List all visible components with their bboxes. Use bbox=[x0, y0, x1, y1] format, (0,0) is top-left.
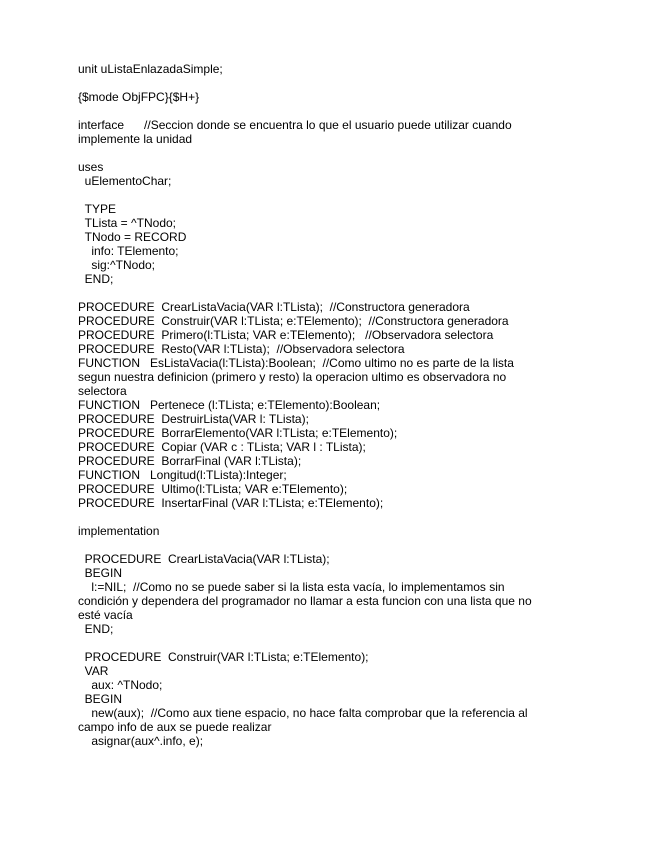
code-line: PROCEDURE CrearListaVacia(VAR l:TLista); //Constructora generadora bbox=[78, 300, 470, 314]
code-line bbox=[78, 104, 578, 118]
code-line bbox=[78, 188, 578, 202]
code-line: selectora bbox=[78, 384, 127, 398]
code-line: TNodo = RECORD bbox=[78, 230, 187, 244]
code-line: campo info de aux se puede realizar bbox=[78, 720, 272, 734]
code-line: uses bbox=[78, 160, 104, 174]
code-line: asignar(aux^.info, e); bbox=[78, 734, 204, 748]
code-line: esté vacía bbox=[78, 608, 133, 622]
code-line: PROCEDURE CrearListaVacia(VAR l:TLista); bbox=[78, 552, 330, 566]
code-line: END; bbox=[78, 622, 114, 636]
code-line: PROCEDURE InsertarFinal (VAR l:TLista; e:TElemento); bbox=[78, 496, 384, 510]
code-line: VAR bbox=[78, 664, 109, 678]
code-line bbox=[78, 286, 578, 300]
code-line: new(aux); //Como aux tiene espacio, no hace falta comprobar que la referencia al bbox=[78, 706, 528, 720]
code-line: info: TElemento; bbox=[78, 244, 179, 258]
source-code-listing bbox=[78, 62, 578, 748]
code-line: BEGIN bbox=[78, 692, 123, 706]
code-line: aux: ^TNodo; bbox=[78, 678, 163, 692]
code-line: PROCEDURE Resto(VAR l:TLista); //Observadora selectora bbox=[78, 342, 405, 356]
code-line: sig:^TNodo; bbox=[78, 258, 155, 272]
code-line: PROCEDURE DestruirLista(VAR l: TLista); bbox=[78, 412, 309, 426]
code-line: PROCEDURE BorrarElemento(VAR l:TLista; e:TElemento); bbox=[78, 426, 398, 440]
code-line: condición y dependera del programador no llamar a esta funcion con una lista que no bbox=[78, 594, 532, 608]
code-line bbox=[78, 146, 578, 160]
code-line: FUNCTION Pertenece (l:TLista; e:TElemento):Boolean; bbox=[78, 398, 381, 412]
code-line: FUNCTION Longitud(l:TLista):Integer; bbox=[78, 468, 287, 482]
code-line: TYPE bbox=[78, 202, 117, 216]
code-line: END; bbox=[78, 272, 114, 286]
code-line: unit uListaEnlazadaSimple; bbox=[78, 62, 223, 76]
code-line: implemente la unidad bbox=[78, 132, 193, 146]
code-line: segun nuestra definicion (primero y resto) la operacion ultimo es observadora no bbox=[78, 370, 507, 384]
code-line: l:=NIL; //Como no se puede saber si la lista esta vacía, lo implementamos sin bbox=[78, 580, 505, 594]
code-line: PROCEDURE BorrarFinal (VAR l:TLista); bbox=[78, 454, 302, 468]
code-line: uElementoChar; bbox=[78, 174, 172, 188]
code-line: {$mode ObjFPC}{$H+} bbox=[78, 90, 200, 104]
document-page bbox=[78, 62, 578, 748]
code-line bbox=[78, 510, 578, 524]
code-line bbox=[78, 538, 578, 552]
code-line: PROCEDURE Copiar (VAR c : TLista; VAR l : TLista); bbox=[78, 440, 366, 454]
code-line: PROCEDURE Primero(l:TLista; VAR e:TElemento); //Observadora selectora bbox=[78, 328, 494, 342]
code-line: FUNCTION EsListaVacia(l:TLista):Boolean; //Como ultimo no es parte de la lista bbox=[78, 356, 514, 370]
code-line: TLista = ^TNodo; bbox=[78, 216, 177, 230]
code-line: implementation bbox=[78, 524, 160, 538]
code-line: BEGIN bbox=[78, 566, 123, 580]
code-line bbox=[78, 76, 578, 90]
code-line: PROCEDURE Construir(VAR l:TLista; e:TElemento); //Constructora generadora bbox=[78, 314, 509, 328]
code-line: PROCEDURE Ultimo(l:TLista; VAR e:TElemento); bbox=[78, 482, 348, 496]
code-line: PROCEDURE Construir(VAR l:TLista; e:TElemento); bbox=[78, 650, 369, 664]
code-line bbox=[78, 636, 578, 650]
code-line: interface //Seccion donde se encuentra lo que el usuario puede utilizar cuando bbox=[78, 118, 512, 132]
